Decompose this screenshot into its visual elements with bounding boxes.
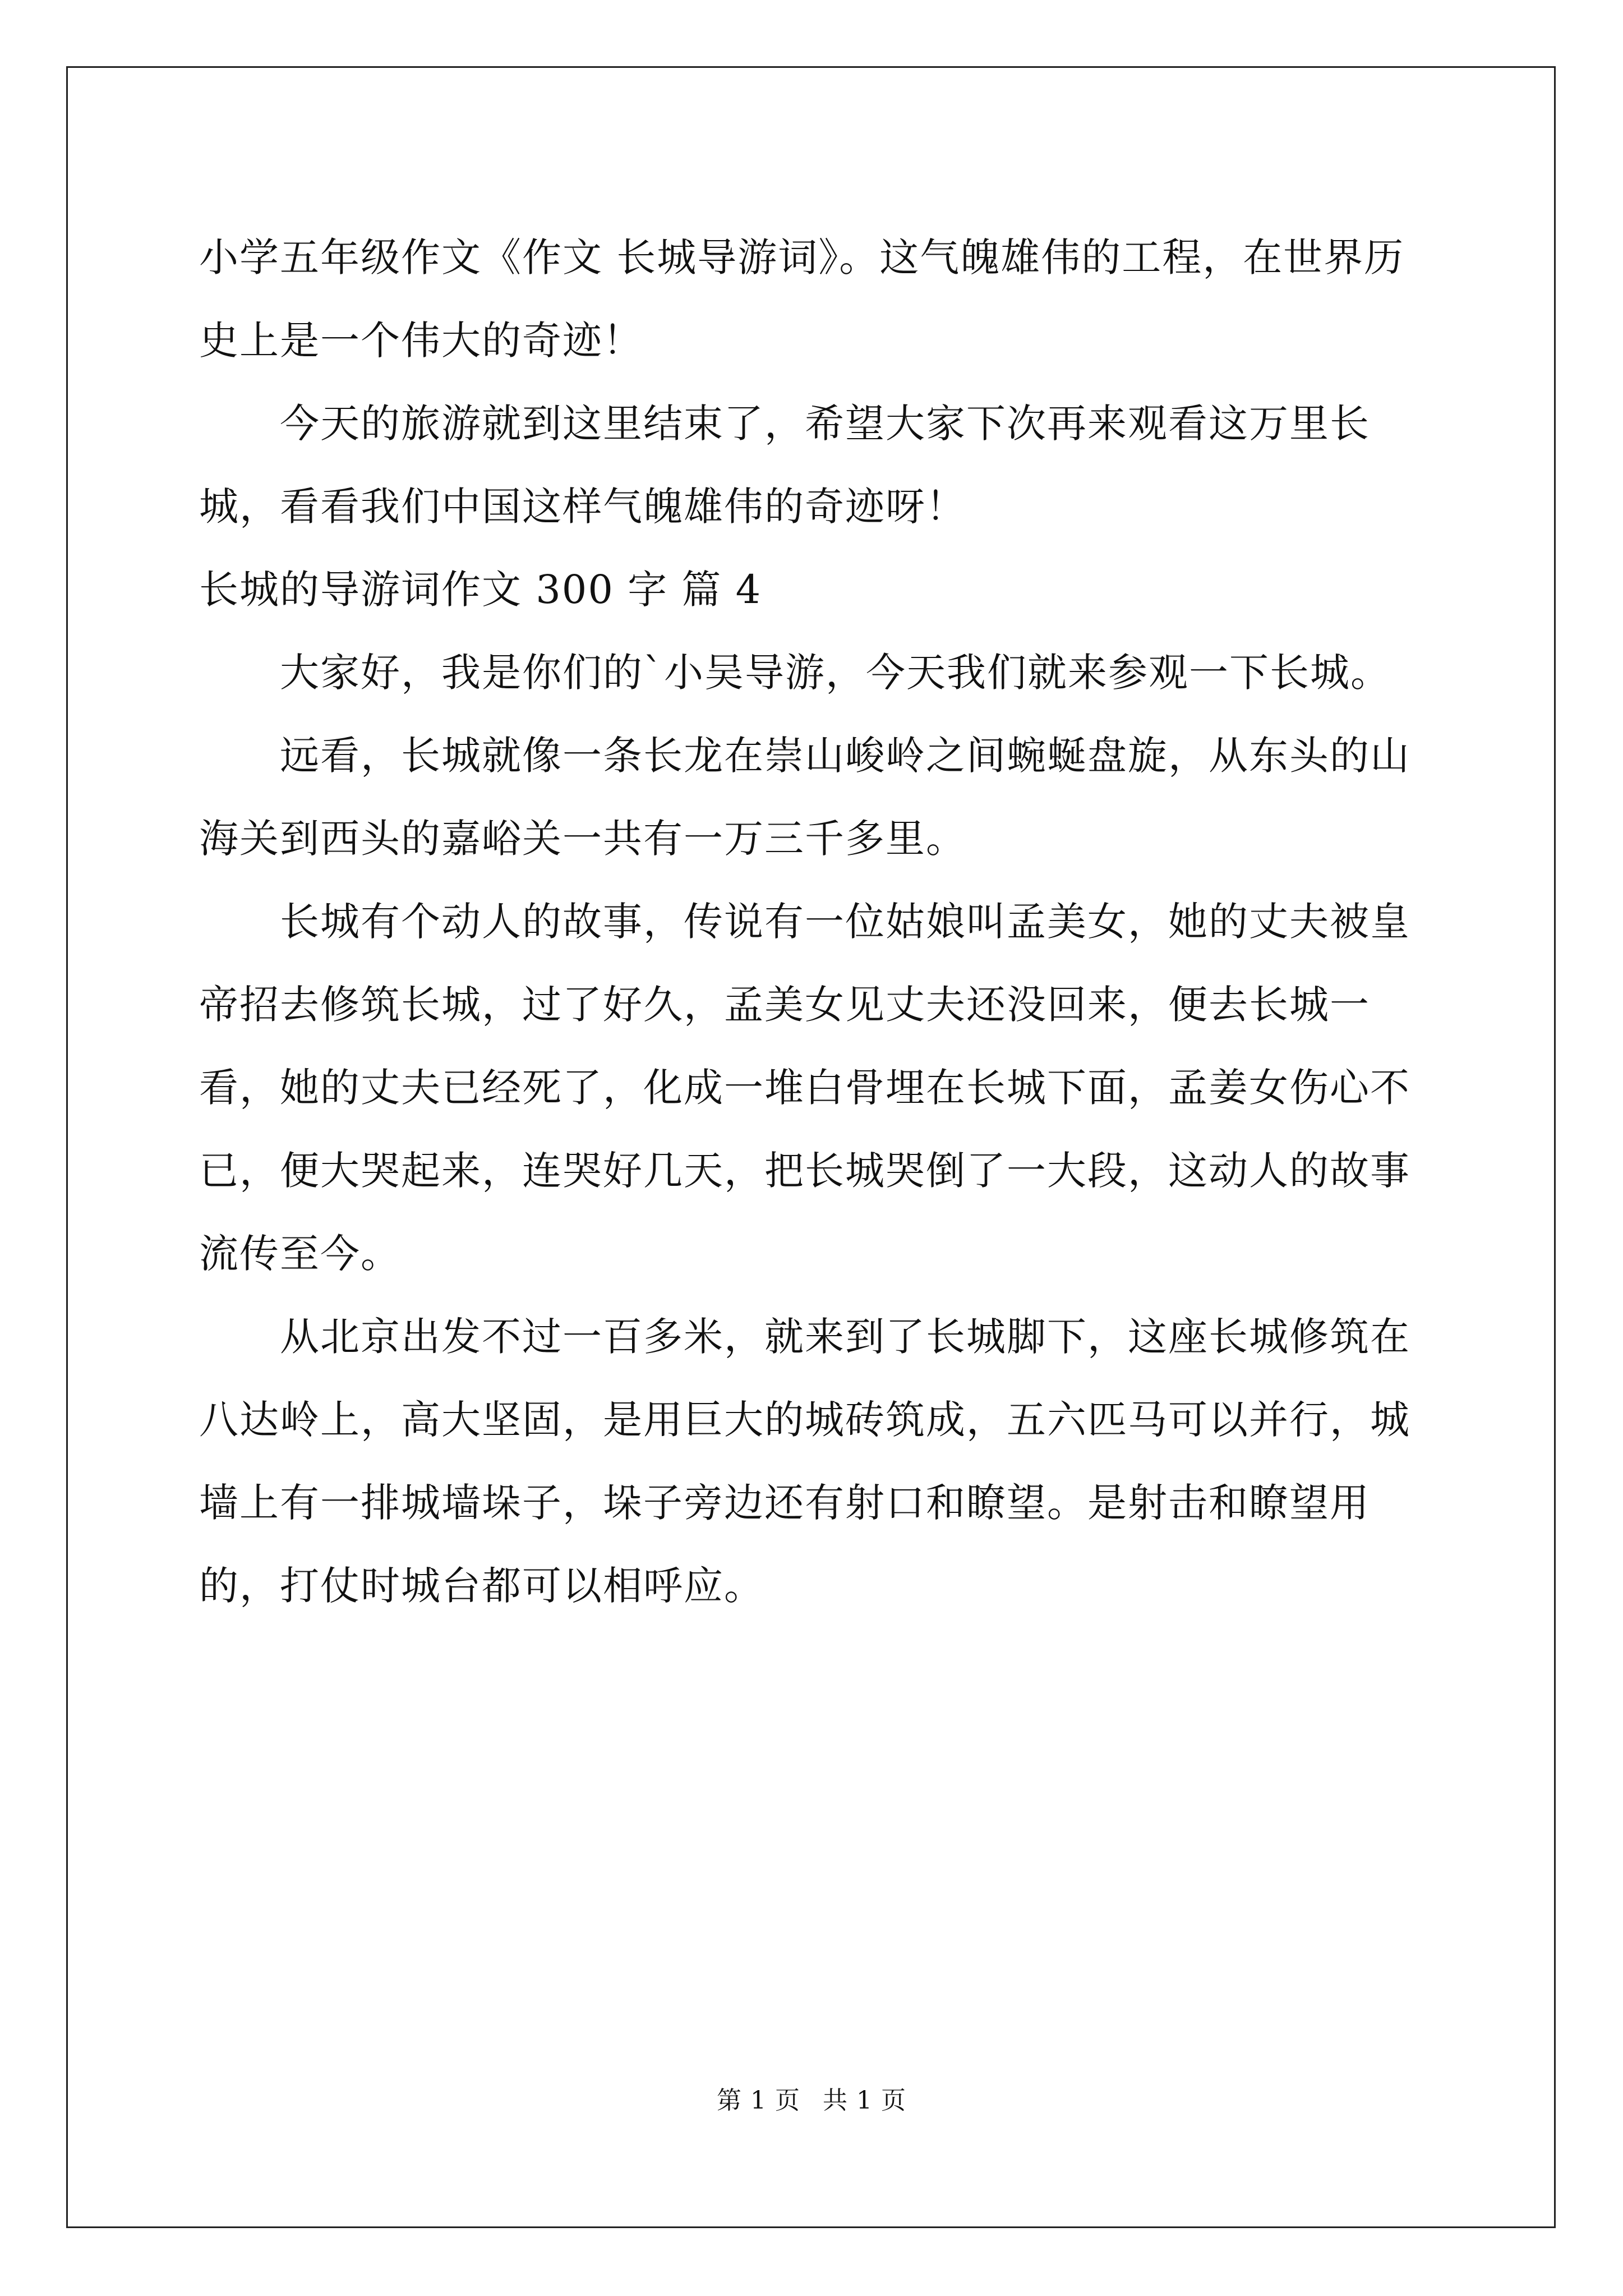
document-body: [199, 216, 1433, 1627]
paragraph-distant-view: 远看，长城就像一条长龙在崇山峻岭之间蜿蜒盘旋，从东头的山海关到西头的嘉峪关一共有一万三千多里。: [199, 733, 1410, 862]
page-number: 第 1 页: [717, 2086, 800, 2115]
paragraph-continuation: 小学五年级作文《作文 长城导游词》。这气魄雄伟的工程，在世界历史上是一个伟大的奇迹！: [199, 234, 1405, 364]
paragraph-story: 长城有个动人的故事，传说有一位姑娘叫孟美女，她的丈夫被皇帝招去修筑长城，过了好久，孟美女见丈夫还没回来，便去长城一看，她的丈夫已经死了，化成一堆白骨埋在长城下面，孟姜女伤心不已，便大哭起来，连哭好几天，把长城哭倒了一大段，这动人的故事流传至今。: [199, 899, 1410, 1277]
page-footer: [0, 2084, 1623, 2118]
paragraph-badaling: 从北京出发不过一百多米，就来到了长城脚下，这座长城修筑在八达岭上，高大坚固，是用巨大的城砖筑成，五六匹马可以并行，城墙上有一排城墙垛子，垛子旁边还有射口和瞭望。是射击和瞭望用的，打仗时城台都可以相呼应。: [199, 1314, 1410, 1609]
page-count: 共 1 页: [823, 2086, 906, 2115]
paragraph-closing: 今天的旅游就到这里结束了，希望大家下次再来观看这万里长城，看看我们中国这样气魄雄伟的奇迹呀！: [199, 401, 1370, 530]
section-heading: 长城的导游词作文 300 字 篇 4: [199, 567, 762, 613]
paragraph-greeting: 大家好，我是你们的`小吴导游，今天我们就来参观一下长城。: [280, 650, 1391, 696]
